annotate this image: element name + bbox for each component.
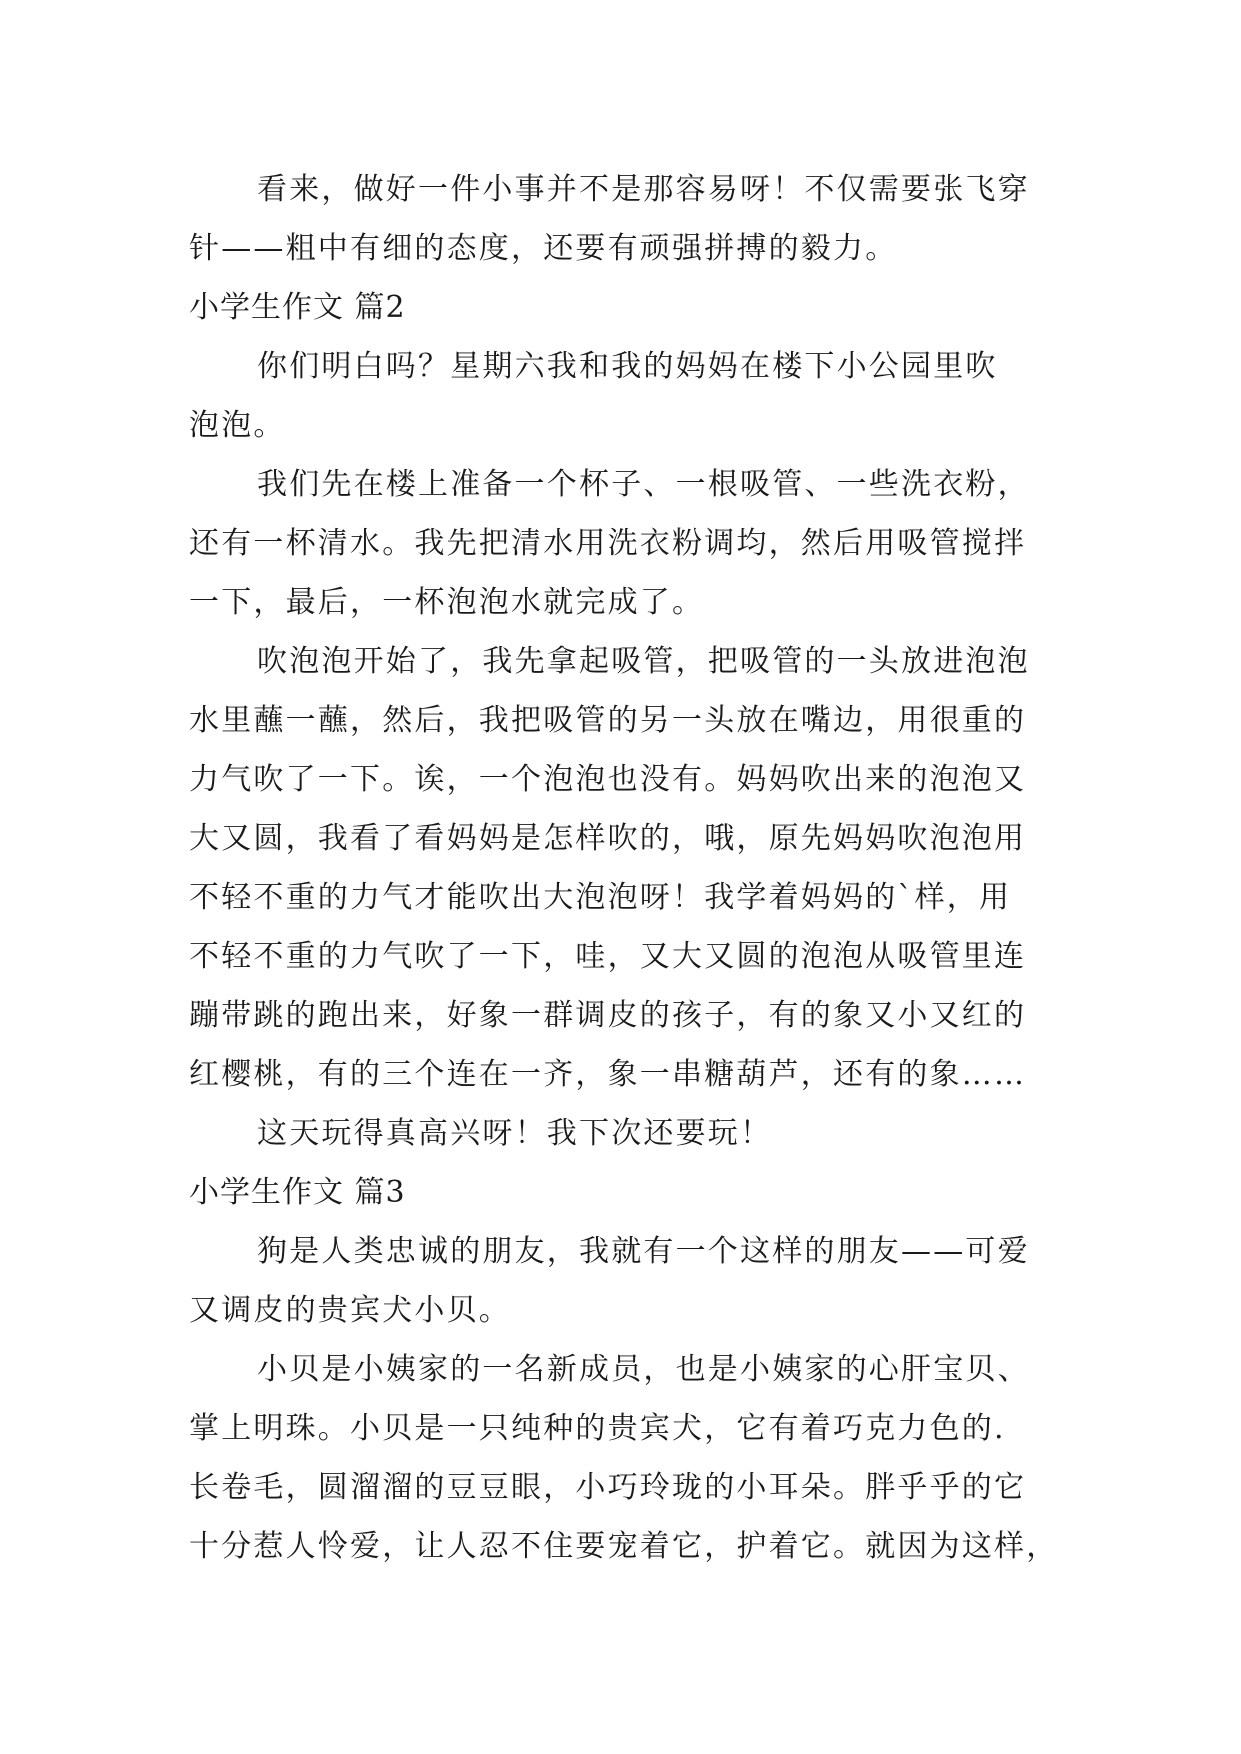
paragraph-line: 针——粗中有细的态度，还要有顽强拼搏的毅力。 bbox=[189, 231, 898, 266]
paragraph-line: 力气吹了一下。诶，一个泡泡也没有。妈妈吹出来的泡泡又 bbox=[189, 762, 1027, 797]
paragraph-line: 水里蘸一蘸，然后，我把吸管的另一头放在嘴边，用很重的 bbox=[189, 703, 1027, 738]
section-heading: 小学生作文 篇3 bbox=[189, 1175, 406, 1210]
paragraph-line: 我们先在楼上准备一个杯子、一根吸管、一些洗衣粉， bbox=[257, 467, 1030, 502]
paragraph-line: 泡泡。 bbox=[189, 408, 286, 443]
paragraph-line: 吹泡泡开始了，我先拿起吸管，把吸管的一头放进泡泡 bbox=[257, 644, 1030, 679]
paragraph-line: 狗是人类忠诚的朋友，我就有一个这样的朋友——可爱 bbox=[257, 1234, 1030, 1269]
paragraph-line: 你们明白吗？星期六我和我的妈妈在楼下小公园里吹 bbox=[257, 349, 998, 384]
paragraph-line: 十分惹人怜爱，让人忍不住要宠着它，护着它。就因为这样， bbox=[189, 1529, 1059, 1564]
paragraph-line: 一下，最后，一杯泡泡水就完成了。 bbox=[189, 585, 705, 620]
paragraph-line: 蹦带跳的跑出来，好象一群调皮的孩子，有的象又小又红的 bbox=[189, 998, 1027, 1033]
paragraph-line: 不轻不重的力气才能吹出大泡泡呀！我学着妈妈的`样，用 bbox=[189, 880, 1012, 915]
section-heading: 小学生作文 篇2 bbox=[189, 290, 406, 325]
paragraph-line: 掌上明珠。小贝是一只纯种的贵宾犬，它有着巧克力色的. bbox=[189, 1411, 1006, 1446]
paragraph-line: 红樱桃，有的三个连在一齐，象一串糖葫芦，还有的象…… bbox=[189, 1057, 1027, 1092]
paragraph-line: 小贝是小姨家的一名新成员，也是小姨家的心肝宝贝、 bbox=[257, 1352, 1030, 1387]
paragraph-line: 不轻不重的力气吹了一下，哇，又大又圆的泡泡从吸管里连 bbox=[189, 939, 1027, 974]
paragraph-line: 这天玩得真高兴呀！我下次还要玩！ bbox=[257, 1116, 773, 1151]
document-body bbox=[189, 160, 1059, 1576]
paragraph-line: 大又圆，我看了看妈妈是怎样吹的，哦，原先妈妈吹泡泡用 bbox=[189, 821, 1027, 856]
paragraph-line: 长卷毛，圆溜溜的豆豆眼，小巧玲珑的小耳朵。胖乎乎的它 bbox=[189, 1470, 1027, 1505]
paragraph-line: 看来，做好一件小事并不是那容易呀！不仅需要张飞穿 bbox=[257, 172, 1030, 207]
paragraph-line: 还有一杯清水。我先把清水用洗衣粉调均，然后用吸管搅拌 bbox=[189, 526, 1027, 561]
paragraph-line: 又调皮的贵宾犬小贝。 bbox=[189, 1293, 511, 1328]
